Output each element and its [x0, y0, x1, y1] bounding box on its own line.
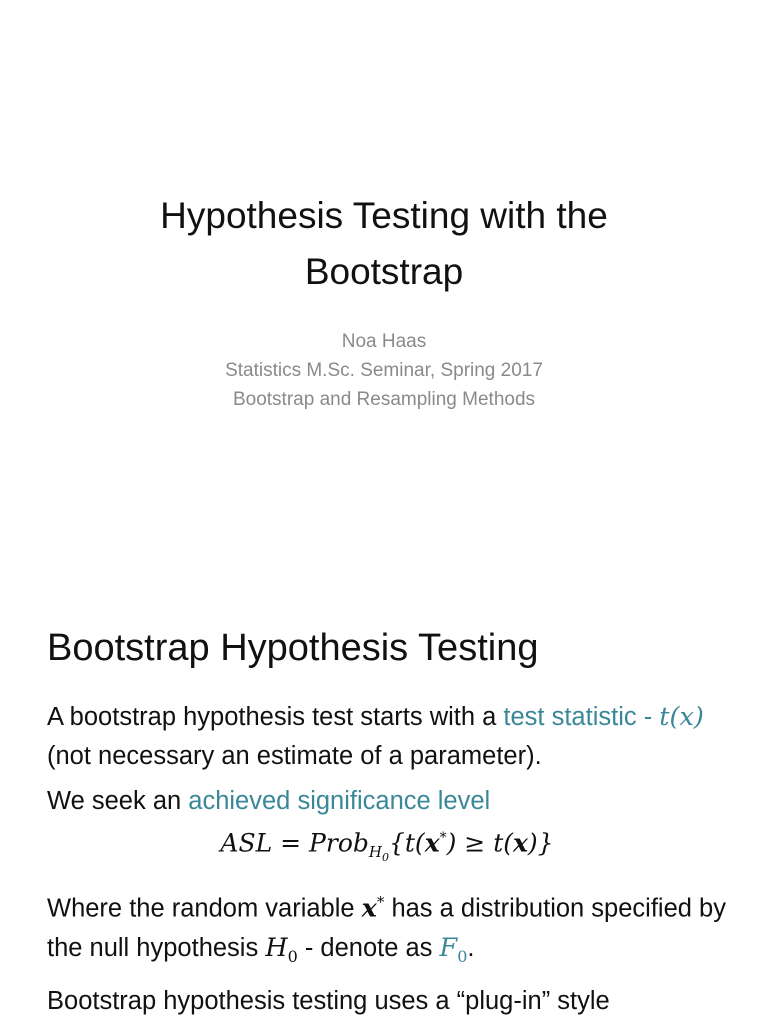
author-name: Noa Haas [341, 331, 427, 352]
course-name: Statistics M.Sc. Seminar, Spring 2017 [225, 360, 543, 381]
topic-name: Bootstrap and Resampling Methods [232, 389, 536, 410]
formula-lhs: ASL = Prob [220, 828, 369, 858]
p3-text-a: Where the random variable [47, 894, 362, 923]
slide-subtitle [40, 327, 728, 414]
title-line-1: Hypothesis Testing with the [160, 195, 608, 236]
p4-text: Bootstrap hypothesis testing uses a “plug-in” style [47, 986, 610, 1015]
p1-text-a: A bootstrap hypothesis test starts with a [47, 703, 504, 731]
p1-text-b: (not necessary an estimate of a parameter). [47, 742, 542, 770]
title-line-2: Bootstrap [304, 251, 464, 292]
formula-rhs-b: ) ≥ t( [446, 828, 513, 858]
term-asl: achieved significance level [188, 787, 491, 815]
slide-title [40, 188, 728, 300]
paragraph-asl [47, 782, 727, 821]
formula-x: x [513, 828, 528, 858]
math-x-star: x [361, 893, 377, 924]
formula-x-star: x [424, 828, 440, 858]
content-slide [0, 587, 768, 1024]
term-test-statistic: test statistic - [503, 703, 660, 731]
math-f0-sub: 0 [457, 946, 468, 966]
paragraph-null-distribution [47, 883, 727, 976]
p3-text-b: has a distribution specified by the null hypothesis [47, 894, 726, 962]
content-slide-title: Bootstrap Hypothesis Testing [47, 627, 539, 669]
formula-sub-h: H [368, 843, 382, 862]
formula-sub-0: 0 [381, 851, 389, 865]
p2-text-a: We seek an [47, 787, 189, 815]
math-h0-sub: 0 [287, 946, 298, 966]
math-f0: F [439, 932, 458, 963]
p3-text-c: - denote as [297, 933, 440, 962]
content-body [47, 698, 727, 1024]
paragraph-test-statistic [47, 698, 727, 776]
formula-rhs-c: )} [527, 828, 554, 858]
paragraph-plug-in [47, 982, 727, 1021]
asl-formula [47, 821, 727, 875]
formula-star: * [439, 830, 447, 846]
math-h0: H [265, 932, 288, 963]
math-star: * [376, 893, 385, 912]
p3-text-d: . [467, 933, 475, 962]
math-t-of-x: t(x) [659, 702, 704, 732]
formula-rhs-a: {t( [388, 828, 425, 858]
